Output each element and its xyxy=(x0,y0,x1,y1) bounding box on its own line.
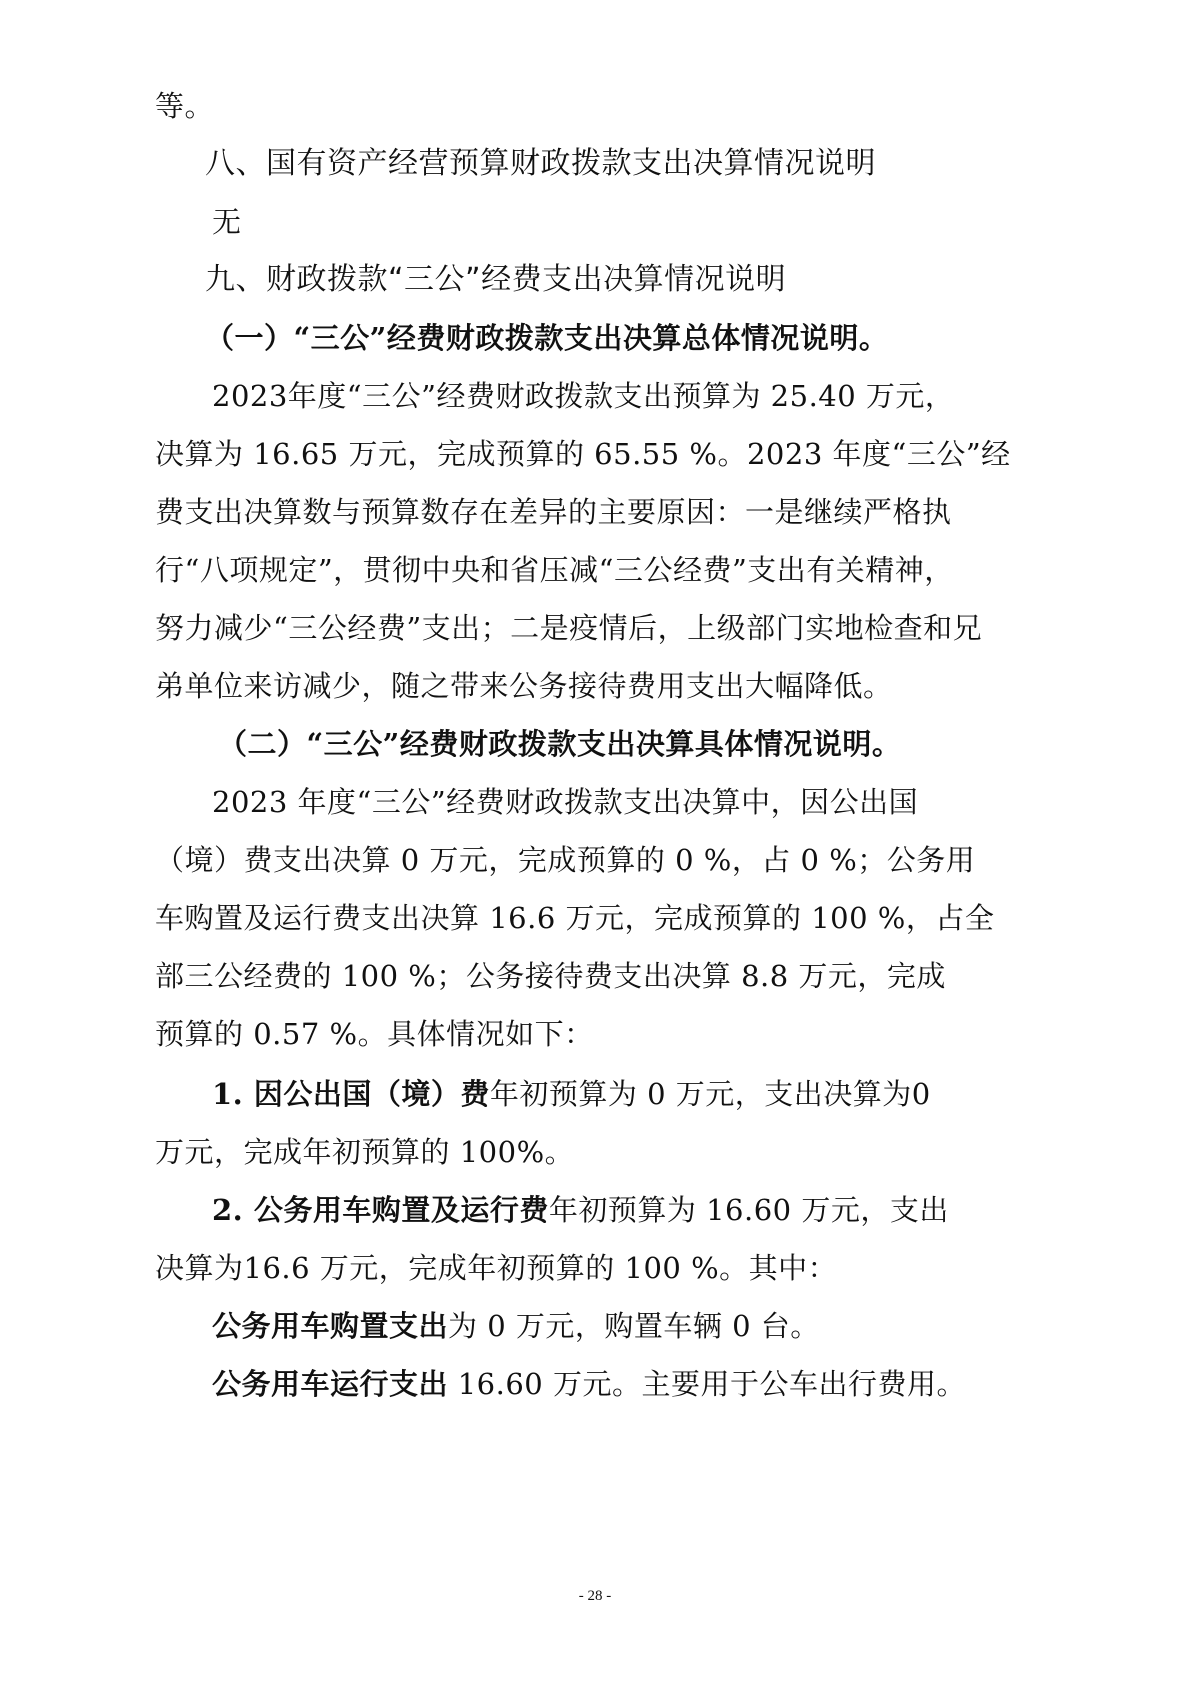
vehicle-operation-line xyxy=(212,1366,966,1402)
body-text-line: 弟单位来访减少，随之带来公务接待费用支出大幅降低。 xyxy=(155,669,893,703)
body-text-line: 万元，完成年初预算的 100%。 xyxy=(155,1135,575,1169)
vehicle-operation-text: 16.60 万元。主要用于公车出行费用。 xyxy=(448,1367,966,1401)
vehicle-purchase-line xyxy=(212,1308,820,1344)
body-text-line: 努力减少“三公经费”支出；二是疫情后，上级部门实地检查和兄 xyxy=(155,611,983,645)
body-text-line: 行“八项规定”，贯彻中央和省压减“三公经费”支出有关精神， xyxy=(155,553,954,587)
subsection-heading-2: （二）“三公”经费财政拨款支出决算具体情况说明。 xyxy=(218,727,902,761)
list-item-2 xyxy=(212,1192,949,1228)
section-heading-8: 八、国有资产经营预算财政拨款支出决算情况说明 xyxy=(205,146,876,181)
body-text-line: 2023年度“三公”经费财政拨款支出预算为 25.40 万元， xyxy=(212,379,955,413)
vehicle-purchase-text: 为 0 万元，购置车辆 0 台。 xyxy=(448,1309,820,1343)
list-item-1 xyxy=(212,1076,931,1112)
subsection-heading-1: （一）“三公”经费财政拨款支出决算总体情况说明。 xyxy=(205,321,889,355)
body-text-line: （境）费支出决算 0 万元，完成预算的 0 %，占 0 %；公务用 xyxy=(155,843,976,877)
list-item-1-label: 1. 因公出国（境）费 xyxy=(212,1077,490,1111)
body-text-line: 决算为16.6 万元，完成年初预算的 100 %。其中： xyxy=(155,1251,838,1285)
body-text-line: 预算的 0.57 %。具体情况如下： xyxy=(155,1017,594,1051)
vehicle-purchase-label: 公务用车购置支出 xyxy=(212,1309,449,1343)
body-text-line: 部三公经费的 100 %；公务接待费支出决算 8.8 万元，完成 xyxy=(155,959,946,993)
list-item-2-label: 2. 公务用车购置及运行费 xyxy=(212,1193,549,1227)
list-item-2-text: 年初预算为 16.60 万元，支出 xyxy=(548,1193,949,1227)
body-text-line: 费支出决算数与预算数存在差异的主要原因：一是继续严格执 xyxy=(155,495,952,529)
body-text-line: 无 xyxy=(212,205,242,239)
body-text-line: 车购置及运行费支出决算 16.6 万元，完成预算的 100 %，占全 xyxy=(155,901,995,935)
vehicle-operation-label: 公务用车运行支出 xyxy=(212,1367,449,1401)
body-text-line: 2023 年度“三公”经费财政拨款支出决算中，因公出国 xyxy=(212,785,919,819)
body-text-line: 等。 xyxy=(155,89,215,123)
section-heading-9: 九、财政拨款“三公”经费支出决算情况说明 xyxy=(205,262,787,297)
list-item-1-text: 年初预算为 0 万元，支出决算为0 xyxy=(489,1077,931,1111)
page-number: - 28 - xyxy=(578,1588,612,1604)
body-text-line: 决算为 16.65 万元，完成预算的 65.55 %。2023 年度“三公”经 xyxy=(155,437,1011,471)
